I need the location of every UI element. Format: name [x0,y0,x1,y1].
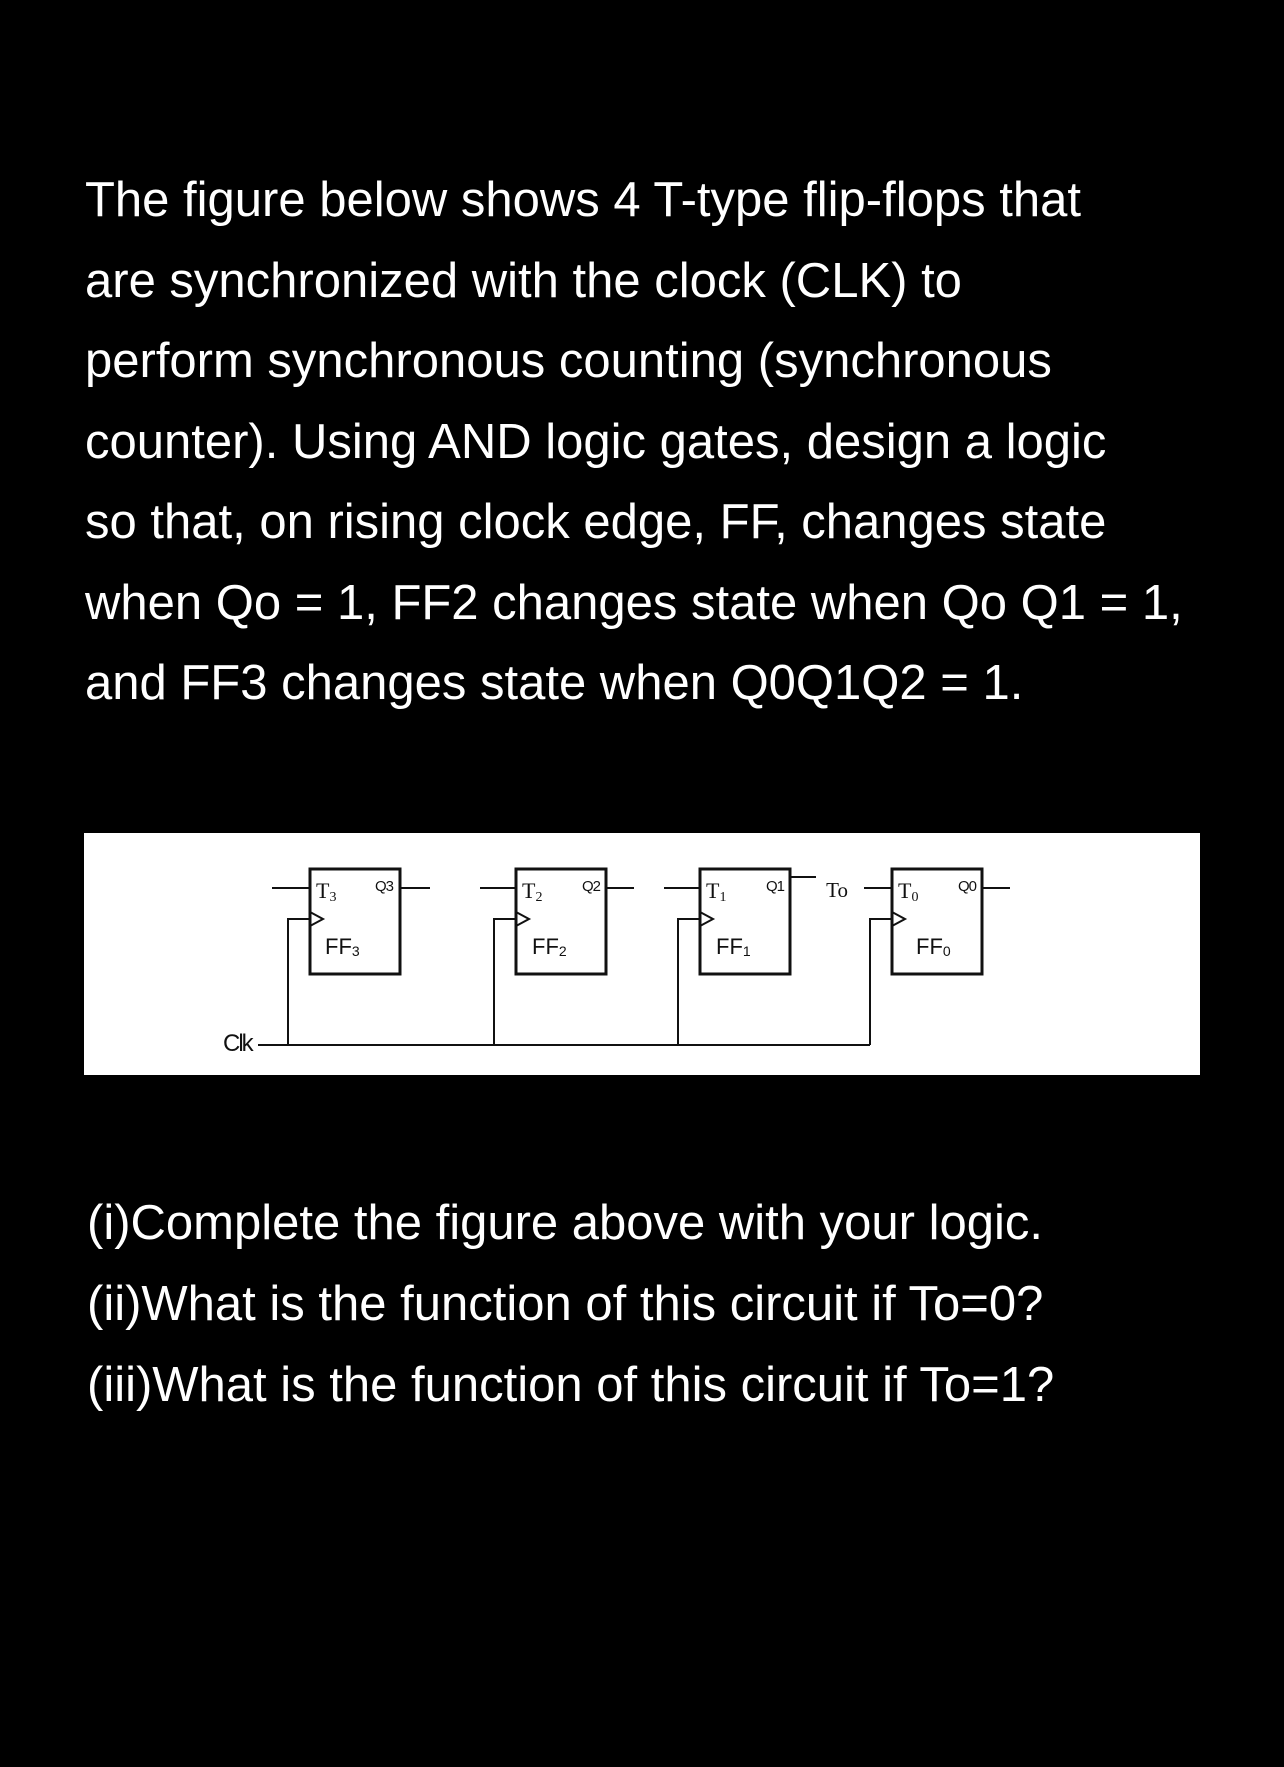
problem-line-3: perform synchronous counting (synchronous [85,334,1052,388]
ff2-clock-triangle [516,912,529,926]
circuit-diagram [84,833,1200,1075]
ff3-clock-triangle [310,912,323,926]
problem-line-6: when Qo = 1, FF2 changes state when Qo Q1 = 1, [85,575,1183,630]
ff3-q-label: Q3 [375,878,394,895]
problem-line-1: The figure below shows 4 T-type flip-flops that [85,173,1081,227]
ff3-name-label: FF3 [325,934,360,959]
problem-statement [85,160,1225,724]
ff0-clock-triangle [892,912,905,926]
problem-line-7: and FF3 changes state when Q0Q1Q2 = 1. [85,656,1024,710]
clock-riser-ff0 [870,919,892,1045]
clock-riser-ff2 [494,919,516,1045]
ff0-name-label: FF0 [916,934,951,959]
ff1-t-label: T1 [706,878,727,905]
question-ii: (ii)What is the function of this circuit if To=0? [87,1277,1044,1331]
clock-riser-ff3 [288,919,310,1045]
clock-label: Clk [223,1030,252,1057]
ff1-q-label: Q1 [766,878,785,895]
ff3-t-label: T3 [316,878,337,905]
ff2-name-label: FF2 [532,934,567,959]
ff1-name-label: FF1 [716,934,751,959]
ff0-t-label: T0 [898,878,919,905]
clock-riser-ff1 [678,919,700,1045]
problem-line-5: so that, on rising clock edge, FF, changes state [85,495,1107,549]
problem-line-2: are synchronized with the clock (CLK) to [85,253,962,308]
ff1-clock-triangle [700,912,713,926]
question-iii: (iii)What is the function of this circuit if To=1? [87,1358,1055,1412]
ff0-q-label: Q0 [958,878,977,895]
problem-line-4: counter). Using AND logic gates, design a logic [85,414,1107,469]
question-list [87,1183,1227,1426]
question-i: (i)Complete the figure above with your logic. [87,1196,1043,1250]
counter-circuit-figure [84,833,1200,1075]
ff2-t-label: T2 [522,878,543,905]
t0-input-label: To [826,878,848,902]
ff2-q-label: Q2 [582,878,601,895]
